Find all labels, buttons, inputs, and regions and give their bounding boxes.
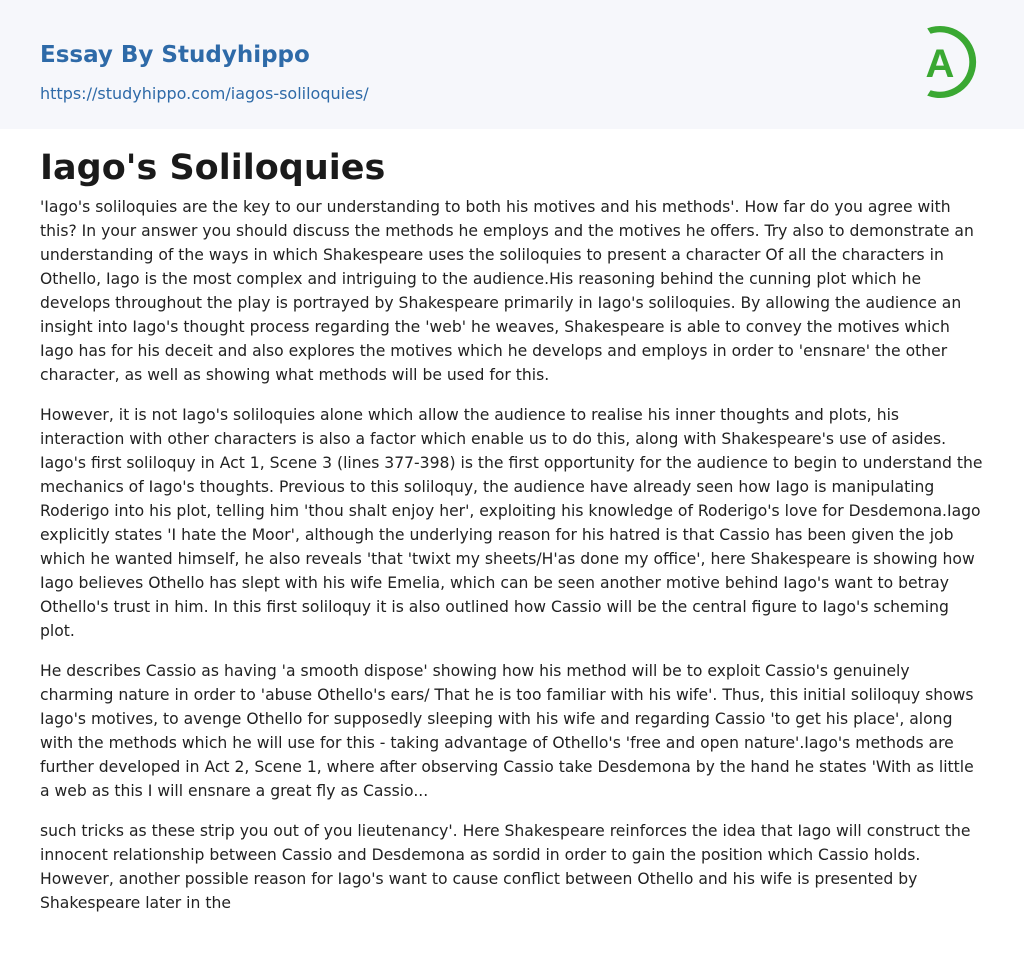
article-paragraph-4: such tricks as these strip you out of you lieutenancy'. Here Shakespeare reinforces the idea that Iago will construct the innocent relationship between Cassio and Desdemona as sordid in order to gain the position which Cassio holds. However, another possible reason for Iago's want to cause conflict between Othello and his wife is presented by Shakespeare later in the [40,822,971,912]
article-body [0,129,1024,915]
article-paragraph-2: However, it is not Iago's soliloquies alone which allow the audience to realise his inner thoughts and plots, his interaction with other characters is also a factor which enable us to do this, along with Shakespeare's use of asides. Iago's first soliloquy in Act 1, Scene 3 (lines 377-398) is the first opportunity for the audience to begin to understand the mechanics of Iago's thoughts. Previous to this soliloquy, the audience have already seen how Iago is manipulating Roderigo into his plot, telling him 'thou shalt enjoy her', exploiting his knowledge of Roderigo's love for Desdemona.Iago explicitly states 'I hate the Moor', although the underlying reason for his hatred is that Cassio has been given the job which he wanted himself, he also reveals 'that 'twixt my sheets/H'as done my office', here Shakespeare is showing how Iago believes Othello has slept with his wife Emelia, which can be seen another motive behind Iago's want to betray Othello's trust in him. In this first soliloquy it is also outlined how Cassio will be the central figure to Iago's scheming plot. [40,406,983,640]
article-paragraph-3: He describes Cassio as having 'a smooth dispose' showing how his method will be to exploit Cassio's genuinely charming nature in order to 'abuse Othello's ears/ That he is too familiar with his wife'. Thus, this initial soliloquy shows Iago's motives, to avenge Othello for supposedly sleeping with his wife and regarding Cassio 'to get his place', along with the methods which he will use for this - taking advantage of Othello's 'free and open nature'.Iago's methods are further developed in Act 2, Scene 1, where after observing Cassio take Desdemona by the hand he states 'With as little a web as this I will ensnare a great fly as Cassio... [40,662,974,800]
logo-letter: A [925,42,955,86]
article-paragraph-1: 'Iago's soliloquies are the key to our understanding to both his motives and his methods'. How far do you agree with this? In your answer you should discuss the methods he employs and the motives he offers. Try also to demonstrate an understanding of the ways in which Shakespeare uses the soliloquies to present a character Of all the characters in Othello, Iago is the most complex and intriguing to the audience.His reasoning behind the cunning plot which he develops throughout the play is portrayed by Shakespeare primarily in Iago's soliloquies. By allowing the audience an insight into Iago's thought process regarding the 'web' he weaves, Shakespeare is able to convey the motives which Iago has for his deceit and also explores the motives which he develops and employs in order to 'ensnare' the other character, as well as showing what methods will be used for this. [40,198,974,384]
essay-url-link[interactable]: https://studyhippo.com/iagos-soliloquies/ [40,84,369,103]
article-title: Iago's Soliloquies [40,148,386,188]
page-header [0,0,1024,129]
studyhippo-logo-icon[interactable] [913,20,985,104]
brand-title: Essay By Studyhippo [40,42,310,68]
